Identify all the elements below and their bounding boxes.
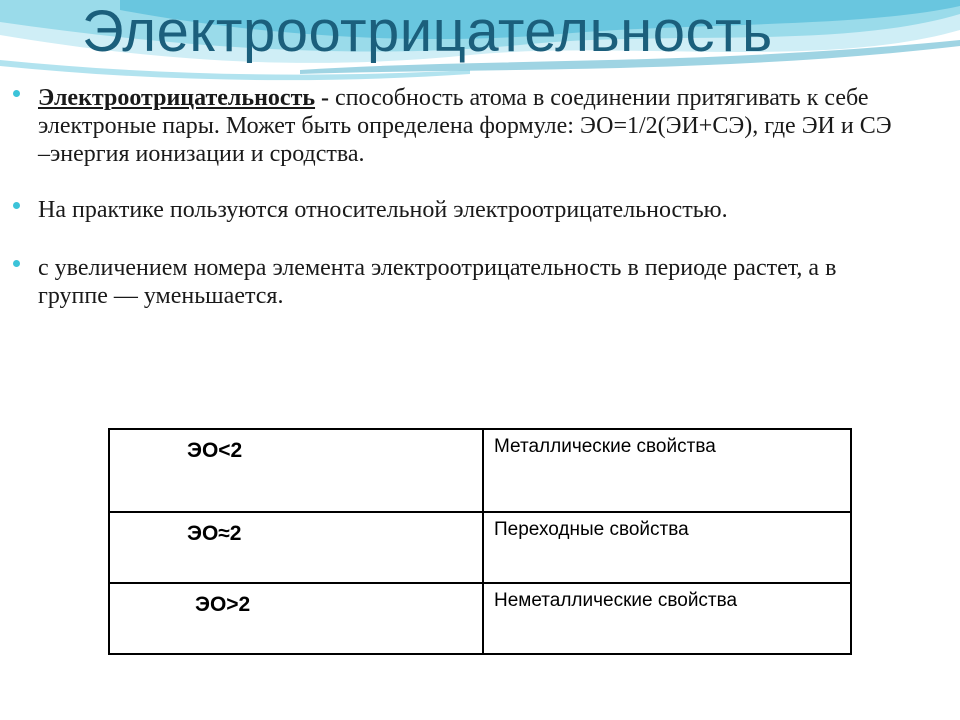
condition-text: ЭО<2 — [187, 439, 243, 462]
properties-table — [108, 428, 852, 655]
table-row — [109, 583, 851, 654]
bullet-trend-text: с увеличением номера элемента электроотрицательность в периоде растет, а в группе — уменьшается. — [38, 255, 837, 309]
condition-text: ЭО>2 — [195, 593, 251, 616]
bullet-relative — [8, 196, 908, 224]
condition-cell — [109, 512, 483, 583]
bullet-trend — [8, 254, 908, 310]
slide-title: Электроотрицательность — [82, 0, 773, 64]
bullet-list — [8, 84, 908, 310]
condition-text: ЭО≈2 — [187, 522, 242, 545]
condition-cell — [109, 583, 483, 654]
properties-table-wrapper — [108, 428, 852, 655]
condition-cell — [109, 429, 483, 512]
table-row — [109, 429, 851, 512]
property-cell: Переходные свойства — [483, 512, 851, 583]
bullet-dot-icon — [13, 90, 20, 97]
definition-text: способность атома в соединении притягивать к себе электроные пары. Может быть определена формуле: ЭО=1/2(ЭИ+СЭ), где ЭИ и СЭ –энергия ионизации и сродства. — [38, 85, 892, 167]
definition-dash: - — [315, 85, 336, 111]
table-row — [109, 512, 851, 583]
definition-term: Электроотрицательность — [38, 85, 316, 111]
bullet-dot-icon — [13, 202, 20, 209]
property-cell: Металлические свойства — [483, 429, 851, 512]
bullet-definition — [8, 84, 908, 168]
bullet-relative-text: На практике пользуются относительной электроотрицательностью. — [38, 197, 728, 223]
bullet-dot-icon — [13, 260, 20, 267]
property-cell: Неметаллические свойства — [483, 583, 851, 654]
